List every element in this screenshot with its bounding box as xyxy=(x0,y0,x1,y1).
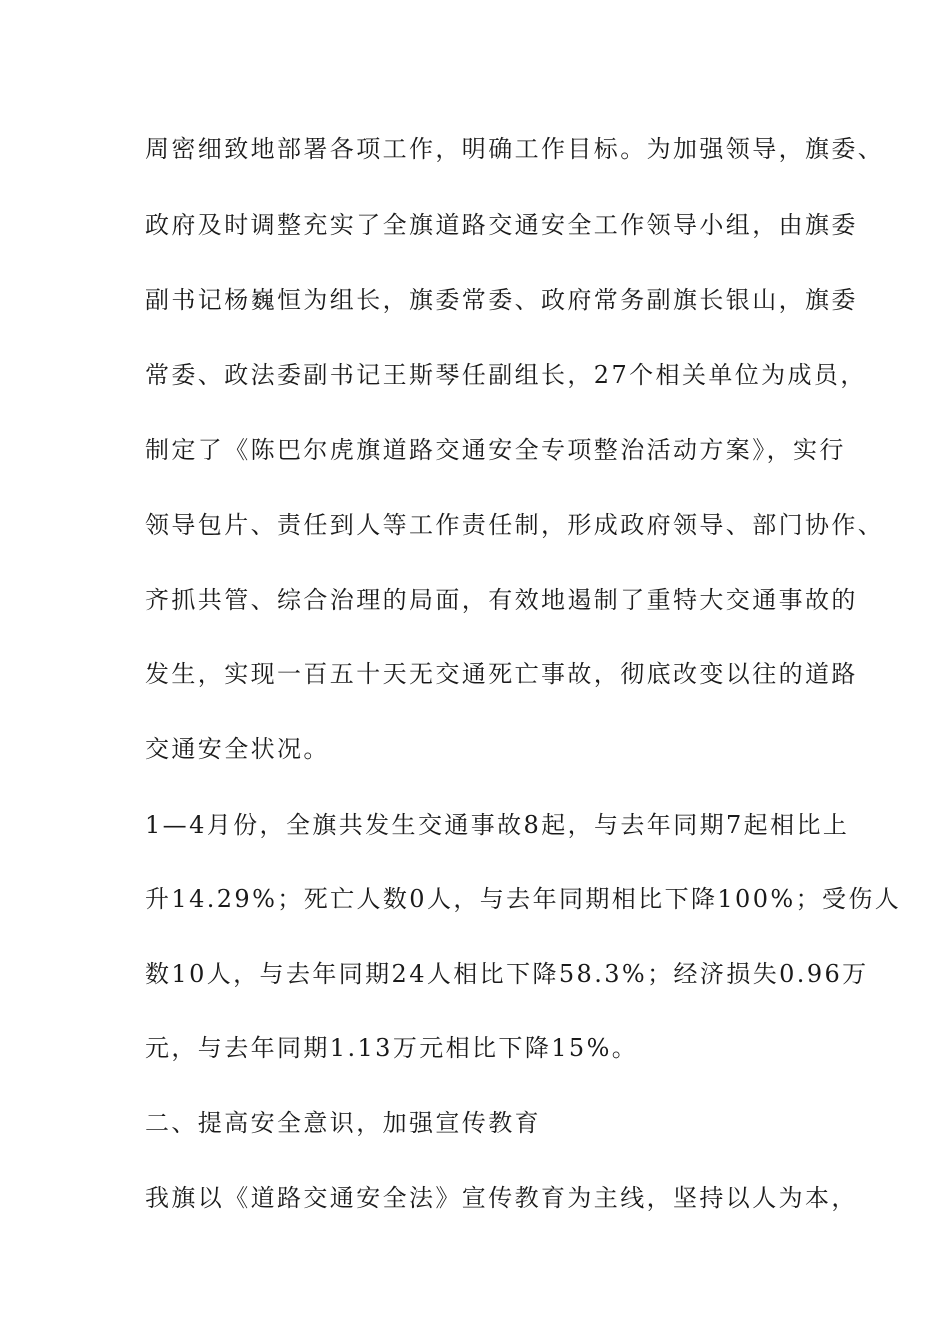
paragraph-2-line-1: 1—4月份，全旗共发生交通事故8起，与去年同期7起相比上 xyxy=(145,811,850,839)
paragraph-1-line-4: 常委、政法委副书记王斯琴任副组长，27个相关单位为成员， xyxy=(145,361,867,389)
paragraph-1-line-5: 制定了《陈巴尔虎旗道路交通安全专项整治活动方案》，实行 xyxy=(145,436,846,464)
paragraph-2-line-4: 元，与去年同期1.13万元相比下降15%。 xyxy=(145,1034,639,1062)
paragraph-1-line-3: 副书记杨巍恒为组长，旗委常委、政府常务副旗长银山，旗委 xyxy=(145,286,858,314)
paragraph-4-line-1: 我旗以《道路交通安全法》宣传教育为主线，坚持以人为本， xyxy=(145,1184,858,1212)
paragraph-1-line-7: 齐抓共管、综合治理的局面，有效地遏制了重特大交通事故的 xyxy=(145,586,858,614)
paragraph-2-line-2: 升14.29%；死亡人数0人，与去年同期相比下降100%；受伤人 xyxy=(145,885,902,913)
section-heading: 二、提高安全意识，加强宣传教育 xyxy=(145,1109,541,1137)
paragraph-1-line-2: 政府及时调整充实了全旗道路交通安全工作领导小组，由旗委 xyxy=(145,211,858,239)
paragraph-1-line-6: 领导包片、责任到人等工作责任制，形成政府领导、部门协作、 xyxy=(145,511,885,539)
paragraph-1-line-9: 交通安全状况。 xyxy=(145,735,330,763)
paragraph-1-line-8: 发生，实现一百五十天无交通死亡事故，彻底改变以往的道路 xyxy=(145,660,858,688)
paragraph-2-line-3: 数10人，与去年同期24人相比下降58.3%；经济损失0.96万 xyxy=(145,960,869,988)
paragraph-1-line-1: 周密细致地部署各项工作，明确工作目标。为加强领导，旗委、 xyxy=(145,135,885,163)
